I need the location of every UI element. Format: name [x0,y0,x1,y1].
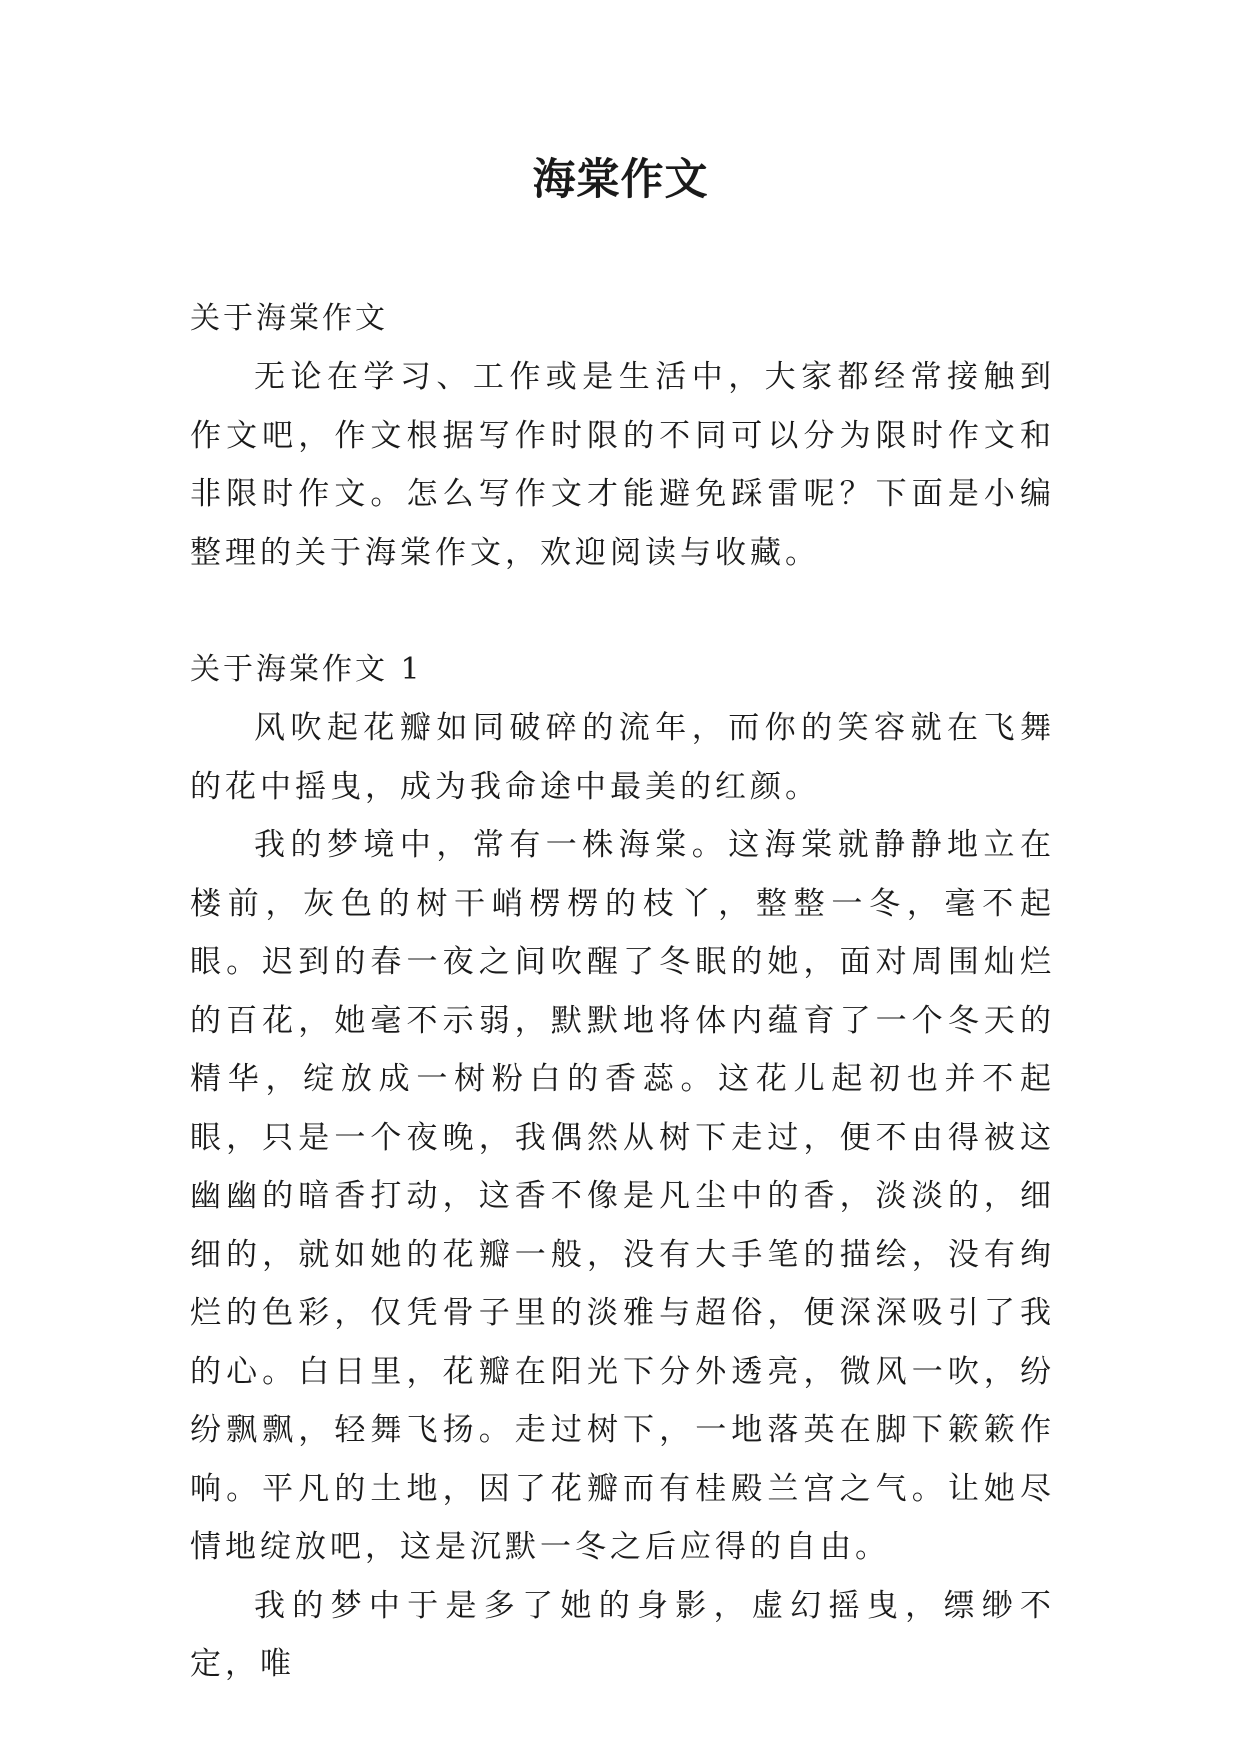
body-paragraph-3: 我的梦中于是多了她的身影，虚幻摇曳，缥缈不定，唯 [190,1587,1055,1682]
section-heading: 关于海棠作文 1 [190,652,423,687]
intro-paragraph: 无论在学习、工作或是生活中，大家都经常接触到作文吧，作文根据写作时限的不同可以分为限时作文和非限时作文。怎么写作文才能避免踩雷呢？下面是小编整理的关于海棠作文，欢迎阅读与收藏。 [190,359,1055,571]
document-title: 海棠作文 [532,155,709,205]
body-paragraph-2: 我的梦境中，常有一株海棠。这海棠就静静地立在楼前，灰色的树干峭楞楞的枝丫，整整一冬，毫不起眼。迟到的春一夜之间吹醒了冬眠的她，面对周围灿烂的百花，她毫不示弱，默默地将体内蕴育了一个冬天的精华，绽放成一树粉白的香蕊。这花儿起初也并不起眼，只是一个夜晚，我偶然从树下走过，便不由得被这幽幽的暗香打动，这香不像是凡尘中的香，淡淡的，细细的，就如她的花瓣一般，没有大手笔的描绘，没有绚烂的色彩，仅凭骨子里的淡雅与超俗，便深深吸引了我的心。白日里，花瓣在阳光下分外透亮，微风一吹，纷纷飘飘，轻舞飞扬。走过树下，一地落英在脚下簌簌作响。平凡的土地，因了花瓣而有桂殿兰宫之气。让她尽情地绽放吧，这是沉默一冬之后应得的自由。 [190,827,1055,1565]
document-body [190,290,1055,1694]
body-paragraph-1: 风吹起花瓣如同破碎的流年，而你的笑容就在飞舞的花中摇曳，成为我命途中最美的红颜。 [190,710,1055,805]
intro-heading: 关于海棠作文 [190,301,388,336]
